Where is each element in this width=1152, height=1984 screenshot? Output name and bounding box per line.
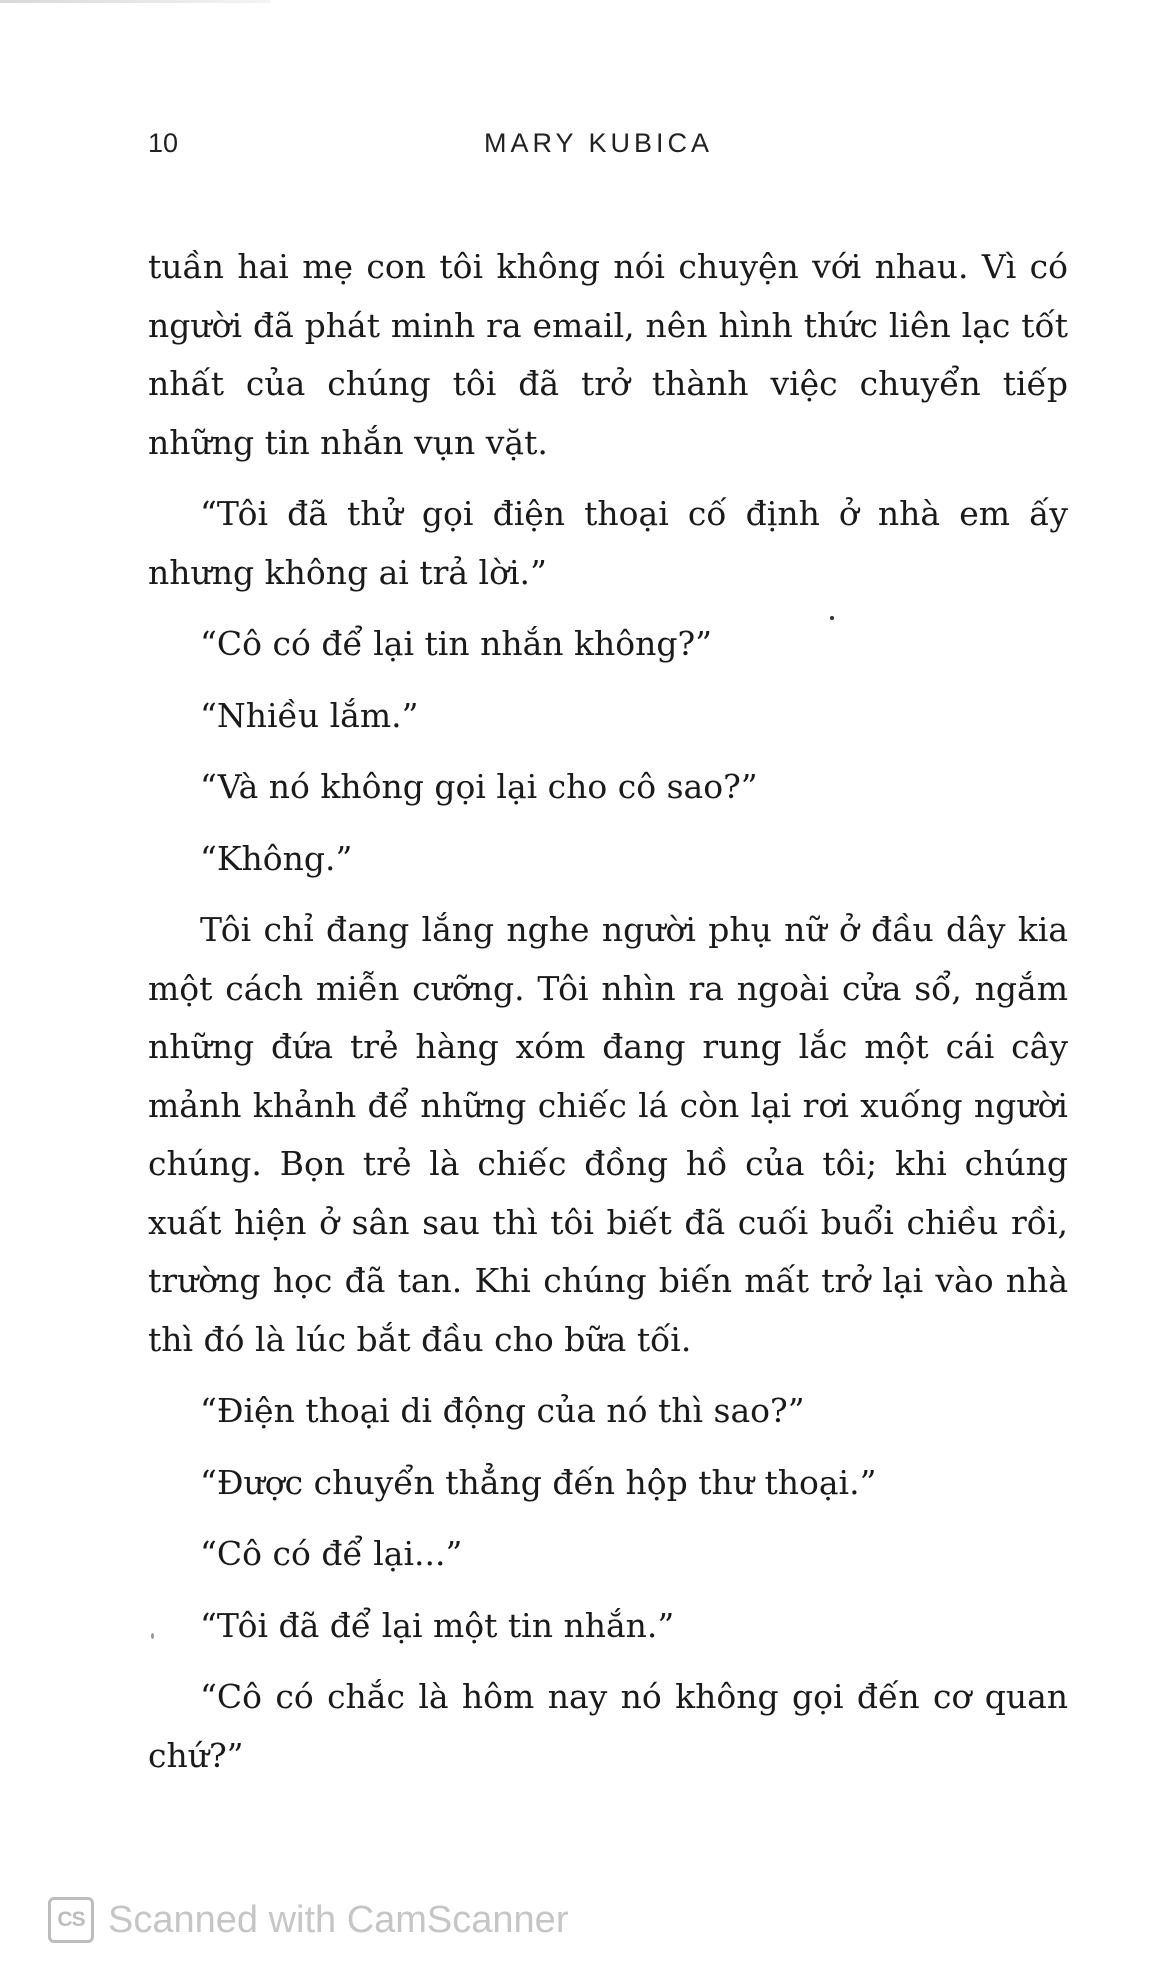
- dialogue-line: “Tôi đã để lại một tin nhắn.”: [200, 1605, 675, 1645]
- dialogue-line: “Cô có để lại...”: [200, 1534, 463, 1573]
- scan-edge-shadow: [0, 0, 270, 3]
- dialogue-line: “Được chuyển thẳng đến hộp thư thoại.”: [200, 1462, 877, 1502]
- narrative-paragraph: Tôi chỉ đang lắng nghe người phụ nữ ở đầu dây kia một cách miễn cưỡng. Tôi nhìn ra ngoài cửa sổ, ngắm những đứa trẻ hàng xóm đang rung lắc một cái cây mảnh khảnh để những chiếc lá còn lại rơi xuống người chúng. Bọn trẻ là chiếc đồng hồ của tôi; khi chúng xuất hiện ở sân sau thì tôi biết đã cuối buổi chiều rồi, trường học đã tan. Khi chúng biến mất trở lại vào nhà thì đó là lúc bắt đầu cho bữa tối.: [148, 910, 1068, 1359]
- scan-speck: [830, 616, 834, 620]
- camscanner-watermark: [48, 1896, 568, 1944]
- dialogue-line: “Không.”: [200, 838, 353, 878]
- dialogue-line: “Điện thoại di động của nó thì sao?”: [200, 1391, 805, 1430]
- dialogue-line: “Cô có để lại tin nhắn không?”: [200, 624, 713, 663]
- book-author: MARY KUBICA: [484, 128, 714, 158]
- camscanner-logo-icon: CS: [48, 1897, 94, 1943]
- body-text: [148, 238, 1068, 1798]
- dialogue-line: “Và nó không gọi lại cho cô sao?”: [200, 767, 758, 806]
- paragraph-continuation: tuần hai mẹ con tôi không nói chuyện với nhau. Vì có người đã phát minh ra email, nên hình thức liên lạc tốt nhất của chúng tôi đã trở thành việc chuyển tiếp những tin nhắn vụn vặt.: [148, 247, 1068, 462]
- dialogue-line: “Nhiều lắm.”: [200, 695, 419, 735]
- dialogue-line: “Tôi đã thử gọi điện thoại cố định ở nhà em ấy nhưng không ai trả lời.”: [148, 494, 1068, 592]
- page-number: 10: [148, 128, 179, 158]
- dialogue-line: “Cô có chắc là hôm nay nó không gọi đến cơ quan chứ?”: [148, 1677, 1068, 1775]
- scan-speck: [151, 1633, 154, 1639]
- watermark-text: Scanned with CamScanner: [108, 1898, 569, 1941]
- running-head: [148, 128, 740, 168]
